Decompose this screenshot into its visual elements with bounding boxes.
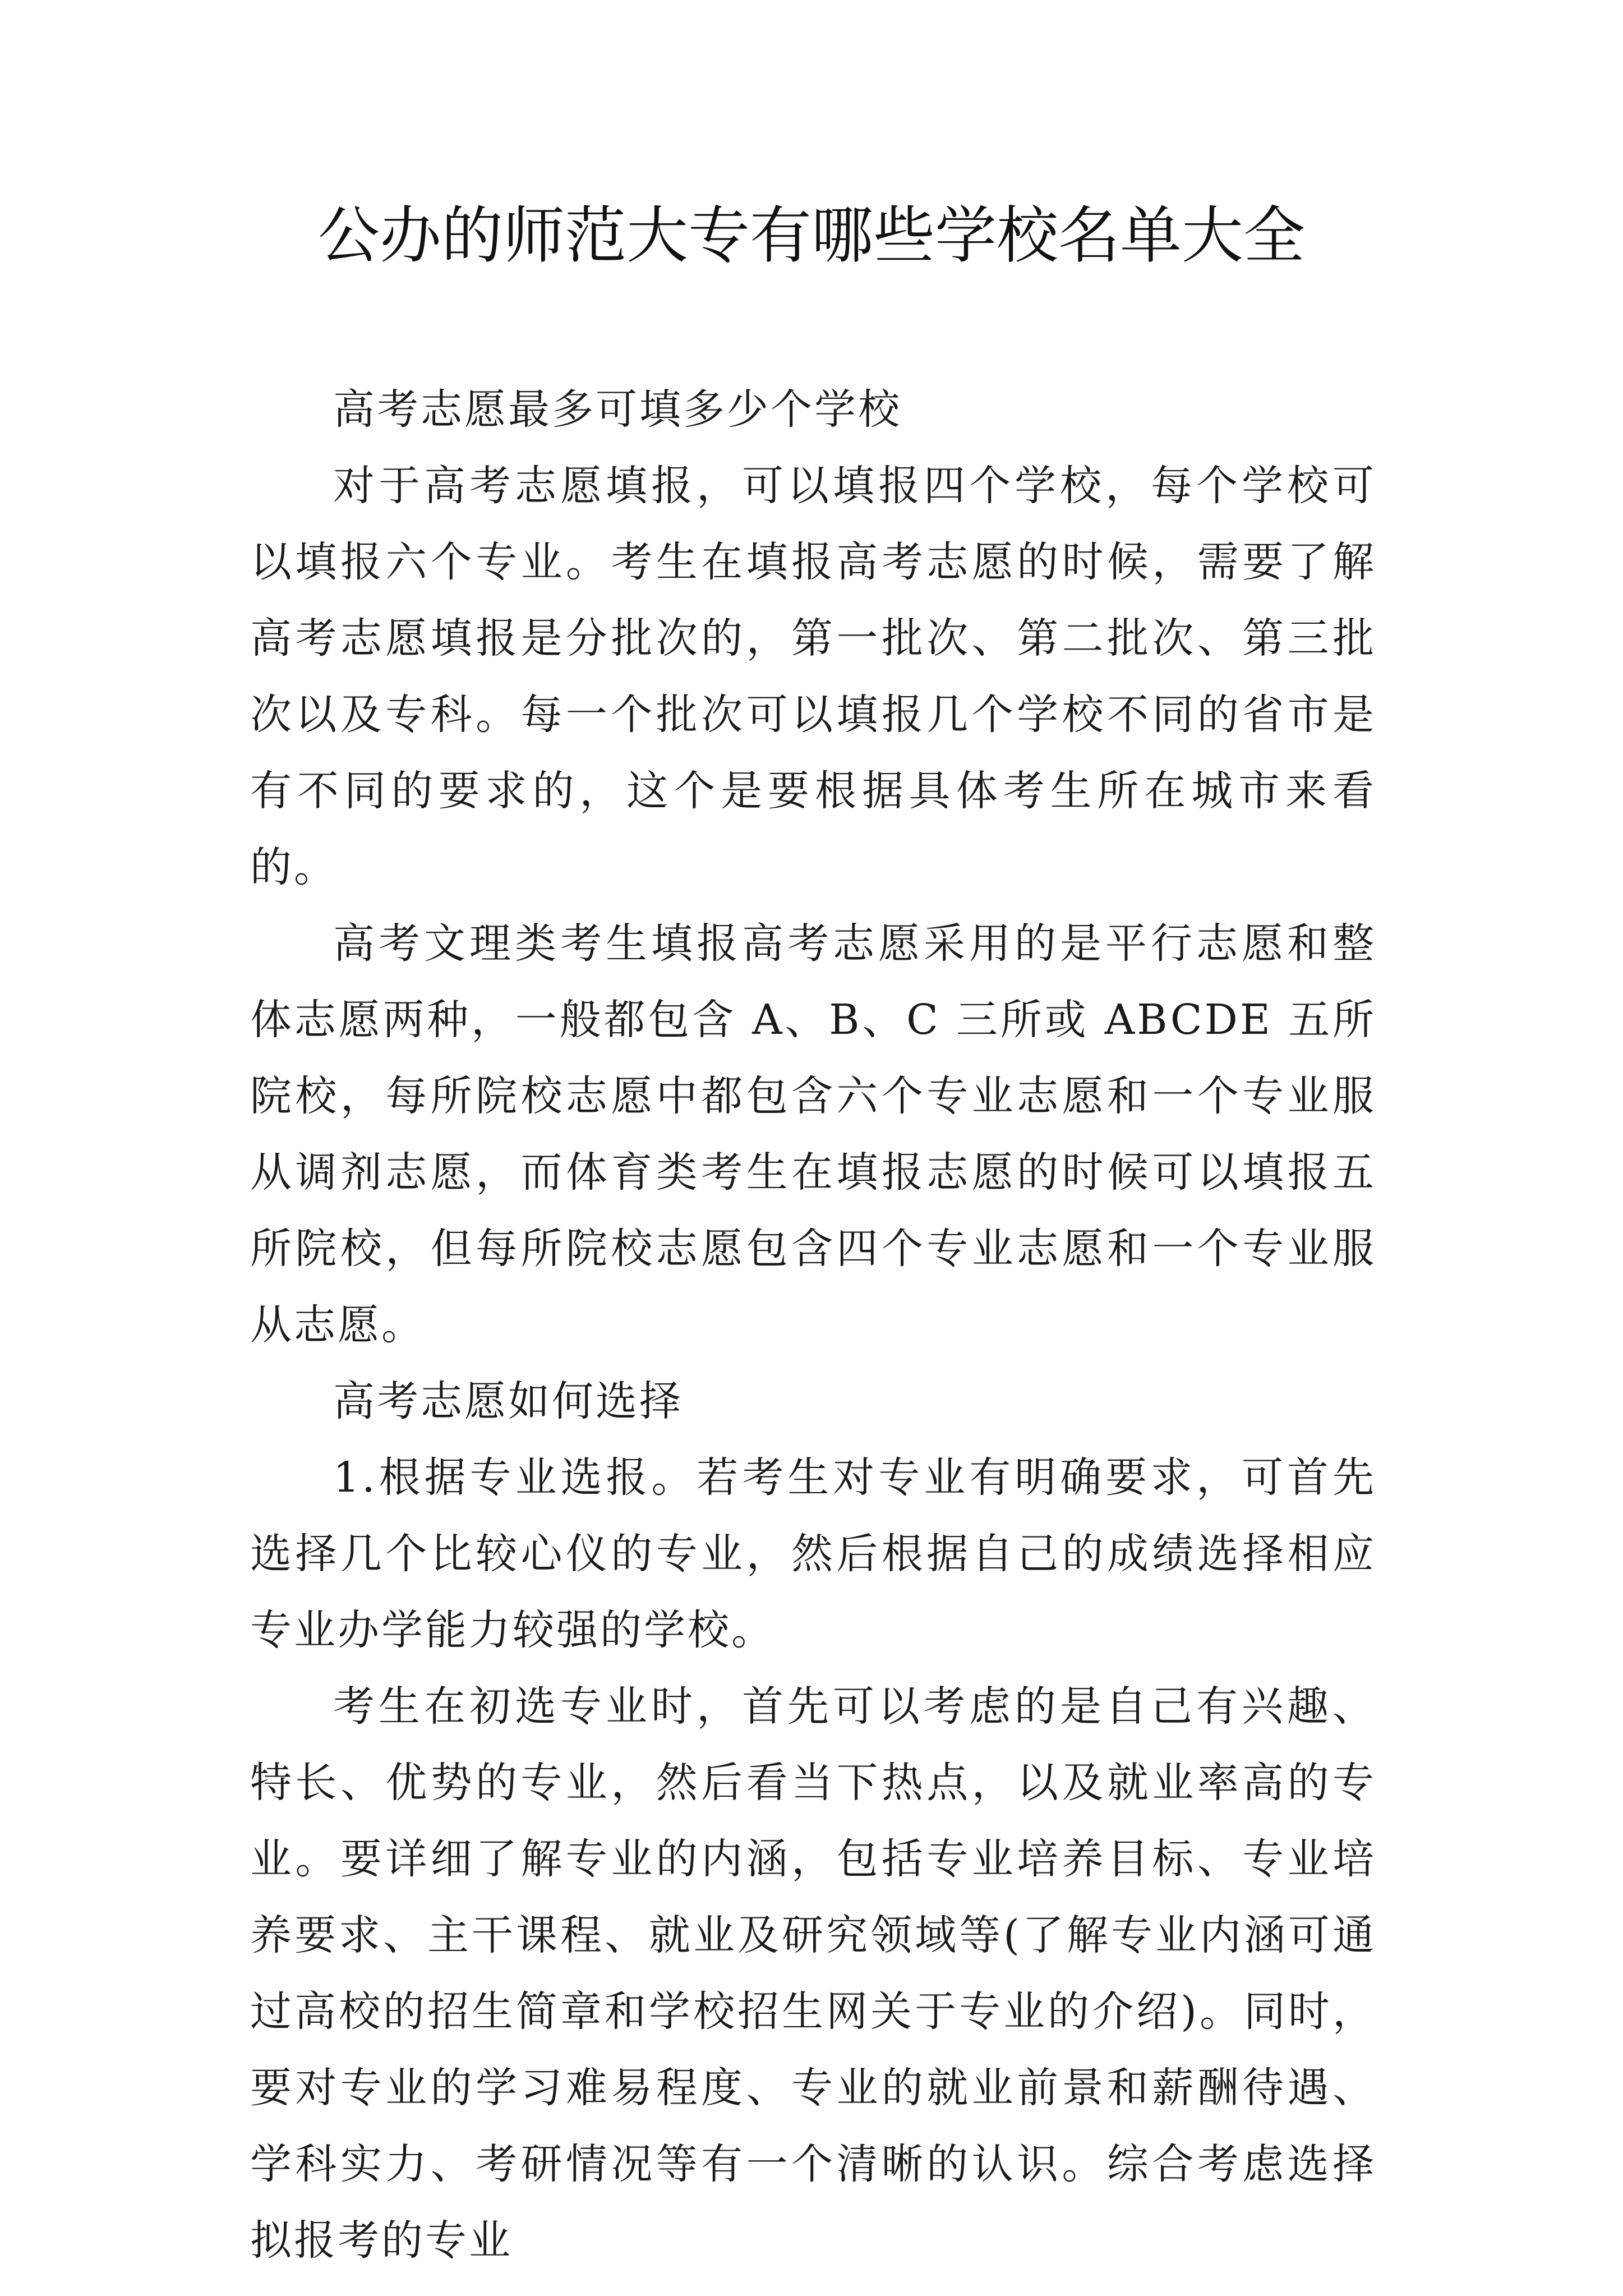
document-title: 公办的师范大专有哪些学校名单大全	[318, 200, 1305, 272]
document-body	[250, 371, 1376, 2279]
body-paragraph: 对于高考志愿填报，可以填报四个学校，每个学校可以填报六个专业。考生在填报高考志愿的时候，需要了解高考志愿填报是分批次的，第一批次、第二批次、第三批次以及专科。每一个批次可以填报几个学校不同的省市是有不同的要求的，这个是要根据具体考生所在城市来看的。	[250, 462, 1376, 891]
heading-paragraph-max-schools: 高考志愿最多可填多少个学校	[333, 385, 902, 434]
body-paragraph: 高考文理类考生填报高考志愿采用的是平行志愿和整体志愿两种，一般都包含 A、B、C 三所或 ABCDE 五所院校，每所院校志愿中都包含六个专业志愿和一个专业服从调剂志愿，而体育类考生在填报志愿的时候可以填报五所院校，但每所院校志愿包含四个专业志愿和一个专业服从志愿。	[250, 919, 1376, 1349]
body-paragraph: 1.根据专业选报。若考生对专业有明确要求，可首先选择几个比较心仪的专业，然后根据自己的成绩选择相应专业办学能力较强的学校。	[250, 1453, 1376, 1654]
heading-paragraph-how-to-choose: 高考志愿如何选择	[333, 1377, 683, 1425]
body-paragraph: 考生在初选专业时，首先可以考虑的是自己有兴趣、特长、优势的专业，然后看当下热点，以及就业率高的专业。要详细了解专业的内涵，包括专业培养目标、专业培养要求、主干课程、就业及研究领域等(了解专业内涵可通过高校的招生简章和学校招生网关于专业的介绍)。同时，要对专业的学习难易程度、专业的就业前景和薪酬待遇、学科实力、考研情况等有一个清晰的认识。综合考虑选择拟报考的专业	[250, 1682, 1376, 2265]
